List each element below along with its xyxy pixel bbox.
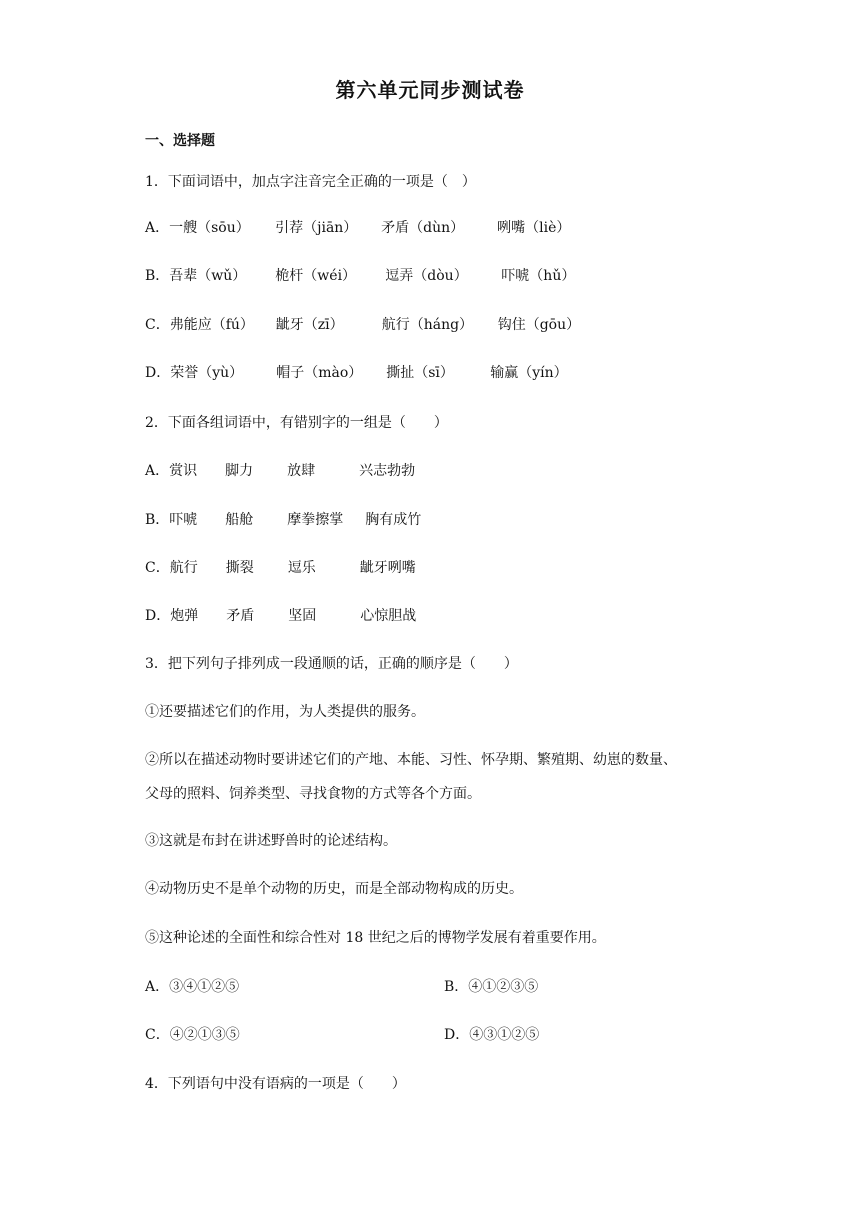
option-label: A． xyxy=(145,463,170,479)
option-label: C． xyxy=(145,317,170,333)
option-word: 航行（háng） xyxy=(381,317,474,333)
question-3-stem: 3．把下列句子排列成一段通顺的话，正确的顺序是（ ） xyxy=(145,656,518,672)
question-3-option-c: C．④②①③⑤ xyxy=(145,1027,240,1043)
option-word: 矛盾（dùn） xyxy=(381,220,465,236)
option-word: 矛盾 xyxy=(226,608,255,624)
sentence-3: ③这就是布封在讲述野兽时的论述结构。 xyxy=(145,833,397,849)
option-word: 赏识 xyxy=(169,463,198,479)
option-word: 逗乐 xyxy=(287,560,316,576)
option-label: B． xyxy=(145,512,170,528)
question-1-stem: 1．下面词语中，加点字注音完全正确的一项是（ ） xyxy=(145,174,476,190)
question-1-option-b xyxy=(145,266,575,286)
option-label: D． xyxy=(145,608,171,624)
option-word: 输赢（yín） xyxy=(490,365,568,381)
sentence-1: ①还要描述它们的作用，为人类提供的服务。 xyxy=(145,704,425,720)
option-word: 炮弹 xyxy=(170,608,199,624)
option-word: 桅杆（wéi） xyxy=(275,268,357,284)
option-word: 吾辈（wǔ） xyxy=(169,268,247,284)
option-word: 胸有成竹 xyxy=(365,512,422,528)
question-3-option-b: B．④①②③⑤ xyxy=(444,979,539,995)
option-label: C． xyxy=(145,560,170,576)
question-2-option-d xyxy=(145,606,416,626)
option-word: 放肆 xyxy=(287,463,316,479)
question-1-option-d xyxy=(145,363,568,383)
option-word: 龇牙咧嘴 xyxy=(359,560,416,576)
question-1-option-a xyxy=(145,218,570,238)
option-word: 航行 xyxy=(169,560,198,576)
option-label: A． xyxy=(145,220,170,236)
option-word: 坚固 xyxy=(288,608,317,624)
option-word: 逗弄（dòu） xyxy=(385,268,468,284)
question-2-option-a xyxy=(145,461,415,481)
option-word: 钩住（gōu） xyxy=(497,317,581,333)
sentence-4: ④动物历史不是单个动物的历史，而是全部动物构成的历史。 xyxy=(145,881,523,897)
question-4-stem: 4．下列语句中没有语病的一项是（ ） xyxy=(145,1076,406,1092)
option-word: 吓唬 xyxy=(169,512,198,528)
question-2-stem: 2．下面各组词语中，有错别字的一组是（ ） xyxy=(145,415,448,431)
option-word: 船舱 xyxy=(225,512,254,528)
question-2-option-b xyxy=(145,510,421,530)
question-3-option-a: A．③④①②⑤ xyxy=(145,979,240,995)
option-label: B． xyxy=(145,268,170,284)
sentence-2-continued: 父母的照料、饲养类型、寻找食物的方式等各个方面。 xyxy=(145,786,481,802)
page-title: 第六单元同步测试卷 xyxy=(335,78,525,102)
section-heading: 一、选择题 xyxy=(145,133,215,149)
option-word: 引荐（jiān） xyxy=(275,220,358,236)
option-word: 撕裂 xyxy=(225,560,254,576)
question-1-option-c xyxy=(145,315,580,335)
option-word: 荣誉（yù） xyxy=(170,365,244,381)
option-word: 心惊胆战 xyxy=(360,608,417,624)
sentence-2: ②所以在描述动物时要讲述它们的产地、本能、习性、怀孕期、繁殖期、幼崽的数量、 xyxy=(145,752,677,768)
question-2-option-c xyxy=(145,558,416,578)
option-word: 龇牙（zī） xyxy=(275,317,344,333)
option-label: D． xyxy=(145,365,171,381)
option-word: 一艘（sōu） xyxy=(169,220,250,236)
option-word: 吓唬（hǔ） xyxy=(501,268,576,284)
option-word: 撕扯（sī） xyxy=(386,365,454,381)
option-word: 弗能应（fú） xyxy=(169,317,254,333)
sentence-5: ⑤这种论述的全面性和综合性对 18 世纪之后的博物学发展有着重要作用。 xyxy=(145,930,606,946)
question-3-option-d: D．④③①②⑤ xyxy=(444,1027,540,1043)
option-word: 帽子（mào） xyxy=(276,365,363,381)
option-word: 咧嘴（liè） xyxy=(497,220,571,236)
option-word: 兴志勃勃 xyxy=(359,463,416,479)
option-word: 脚力 xyxy=(225,463,254,479)
option-word: 摩拳擦掌 xyxy=(287,512,344,528)
